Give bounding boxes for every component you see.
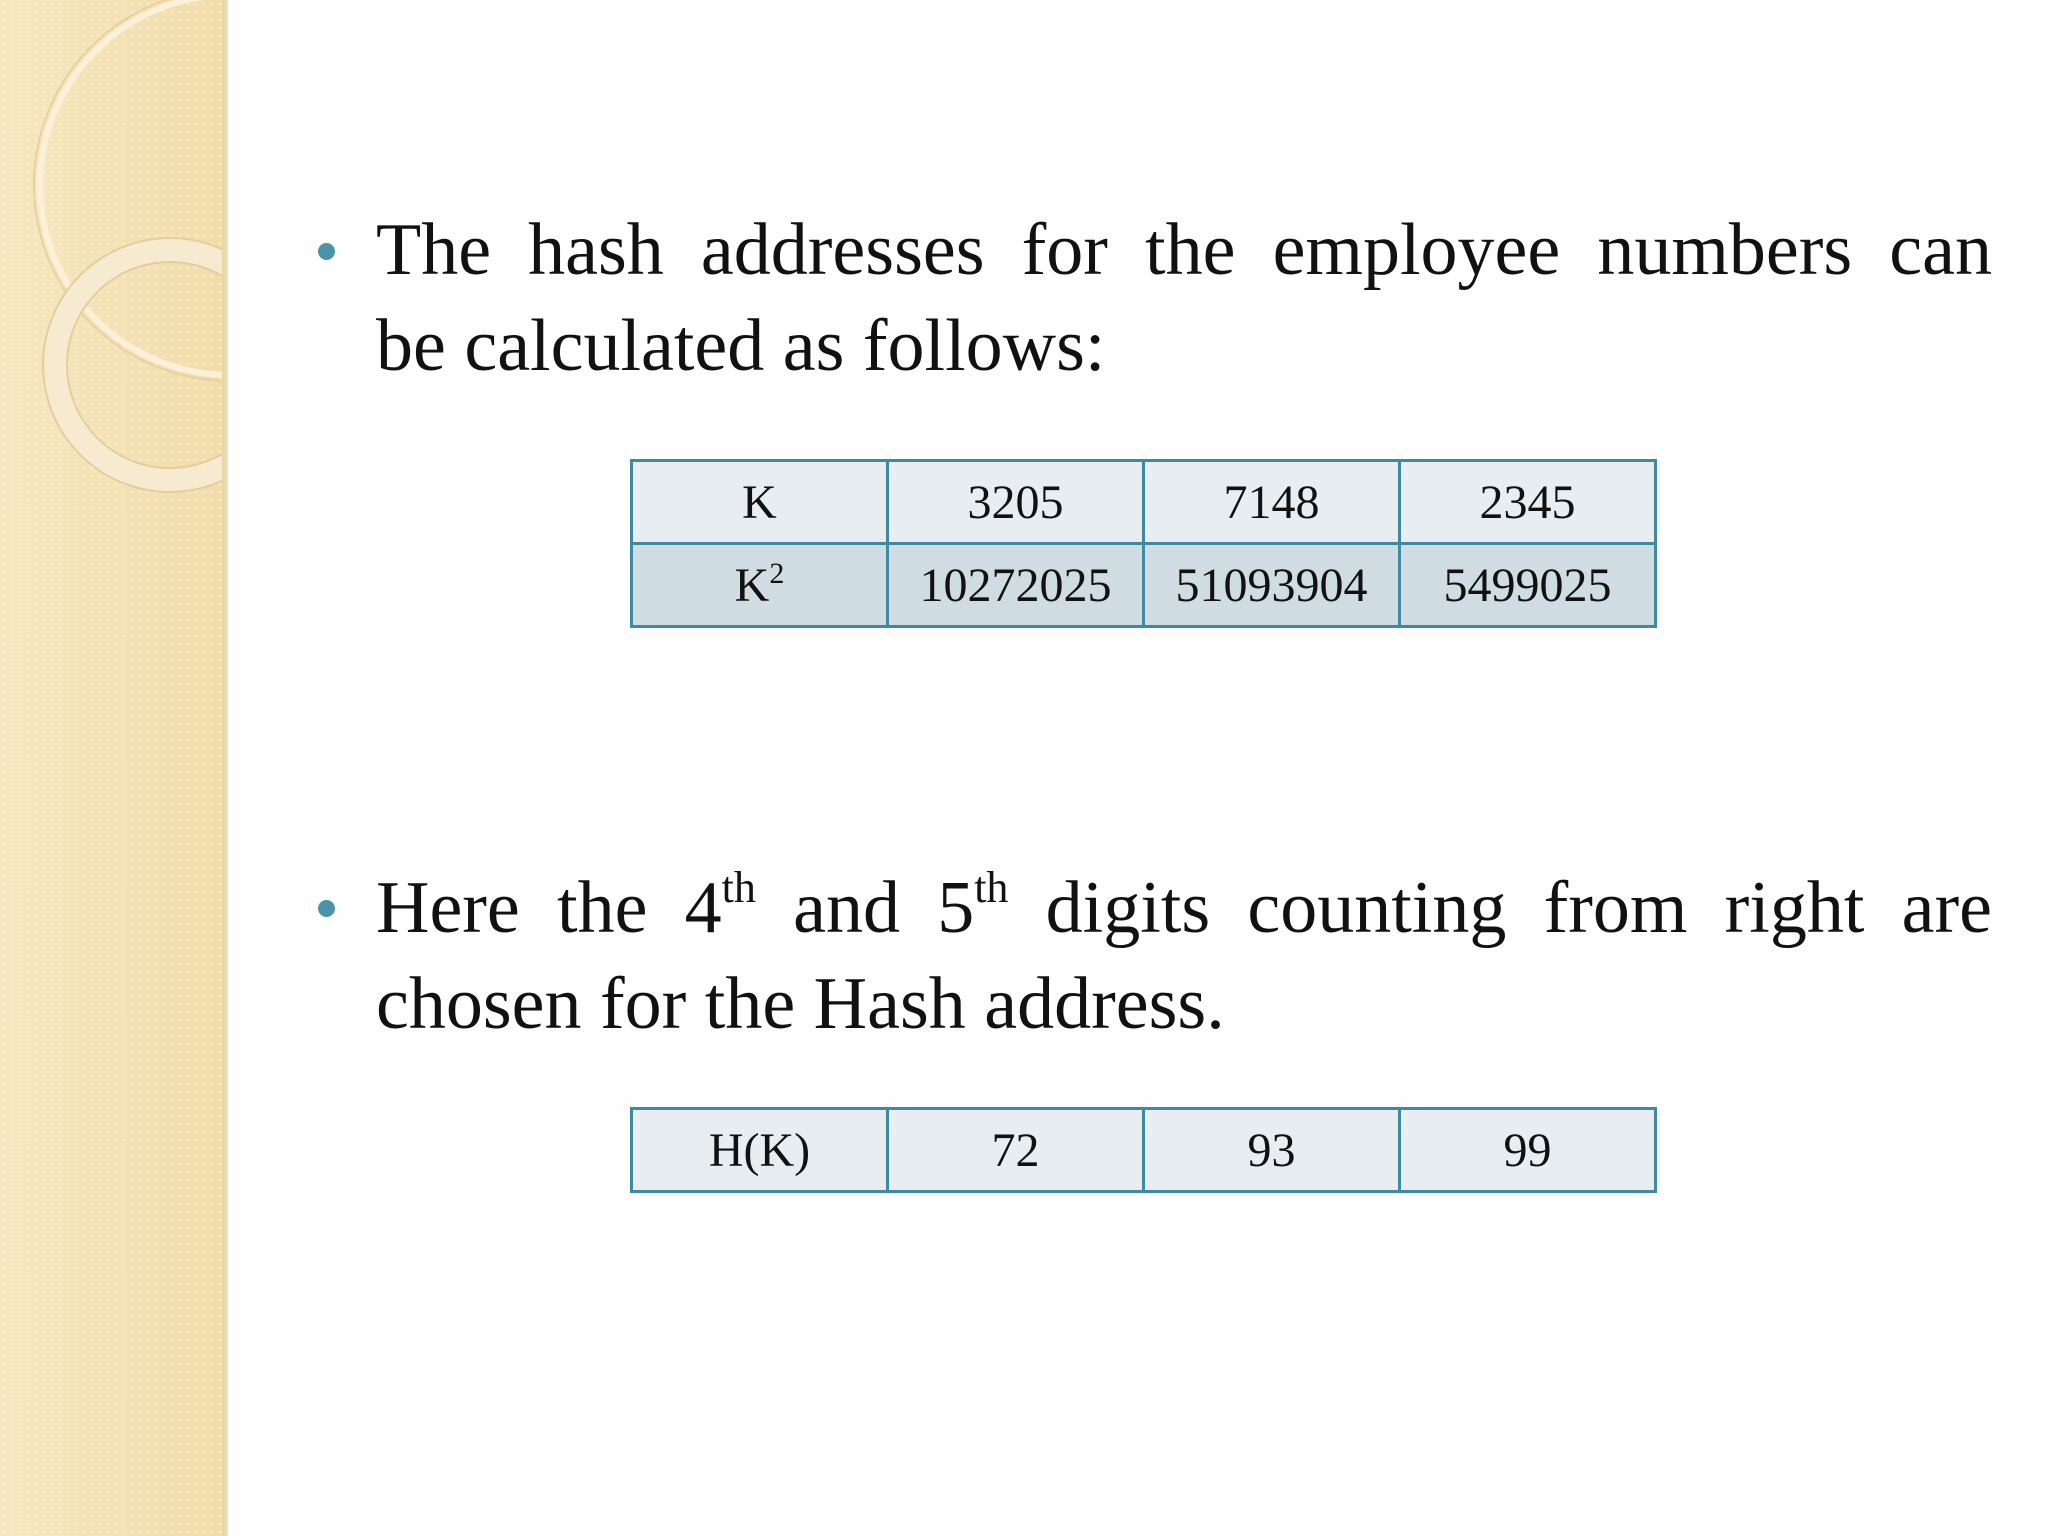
table-cell: 93 xyxy=(1144,1109,1400,1192)
sidebar-edge xyxy=(222,0,228,1536)
table-row xyxy=(632,544,1656,627)
text-part: and 5 xyxy=(755,867,975,949)
bullet-1-line-1: The hash addresses for the employee numbers can xyxy=(376,209,1992,291)
table-cell-k-squared xyxy=(632,544,888,627)
bullet-dot-icon xyxy=(318,243,335,260)
ordinal-suffix: th xyxy=(974,863,1009,913)
bullet-1-line-2: be calculated as follows: xyxy=(376,305,1106,387)
bullet-dot-icon xyxy=(318,900,335,917)
bullet-2-line-2: chosen for the Hash address. xyxy=(376,963,1225,1045)
table-cell: H(K) xyxy=(632,1109,888,1192)
bullet-paragraph-1 xyxy=(376,202,1992,394)
table-cell: 10272025 xyxy=(888,544,1144,627)
hash-address-table xyxy=(630,1107,1657,1193)
table-cell: 72 xyxy=(888,1109,1144,1192)
table-row xyxy=(632,1109,1656,1192)
k-label: K xyxy=(734,558,770,612)
bullet-paragraph-2 xyxy=(376,860,1992,1052)
table-cell: 99 xyxy=(1400,1109,1656,1192)
table-cell: 5499025 xyxy=(1400,544,1656,627)
table-cell: 3205 xyxy=(888,461,1144,544)
text-part: Here the 4 xyxy=(376,867,722,949)
ordinal-suffix: th xyxy=(721,863,756,913)
exponent: 2 xyxy=(769,556,785,590)
table-cell: K xyxy=(632,461,888,544)
squares-table xyxy=(630,459,1657,628)
table-cell: 51093904 xyxy=(1144,544,1400,627)
table-row xyxy=(632,461,1656,544)
table-cell: 2345 xyxy=(1400,461,1656,544)
ring-decoration-icon xyxy=(0,0,228,520)
text-part: digits counting from right are xyxy=(1008,867,1992,949)
decorative-sidebar xyxy=(0,0,228,1536)
bullet-2-line-1 xyxy=(376,860,1992,956)
table-cell: 7148 xyxy=(1144,461,1400,544)
